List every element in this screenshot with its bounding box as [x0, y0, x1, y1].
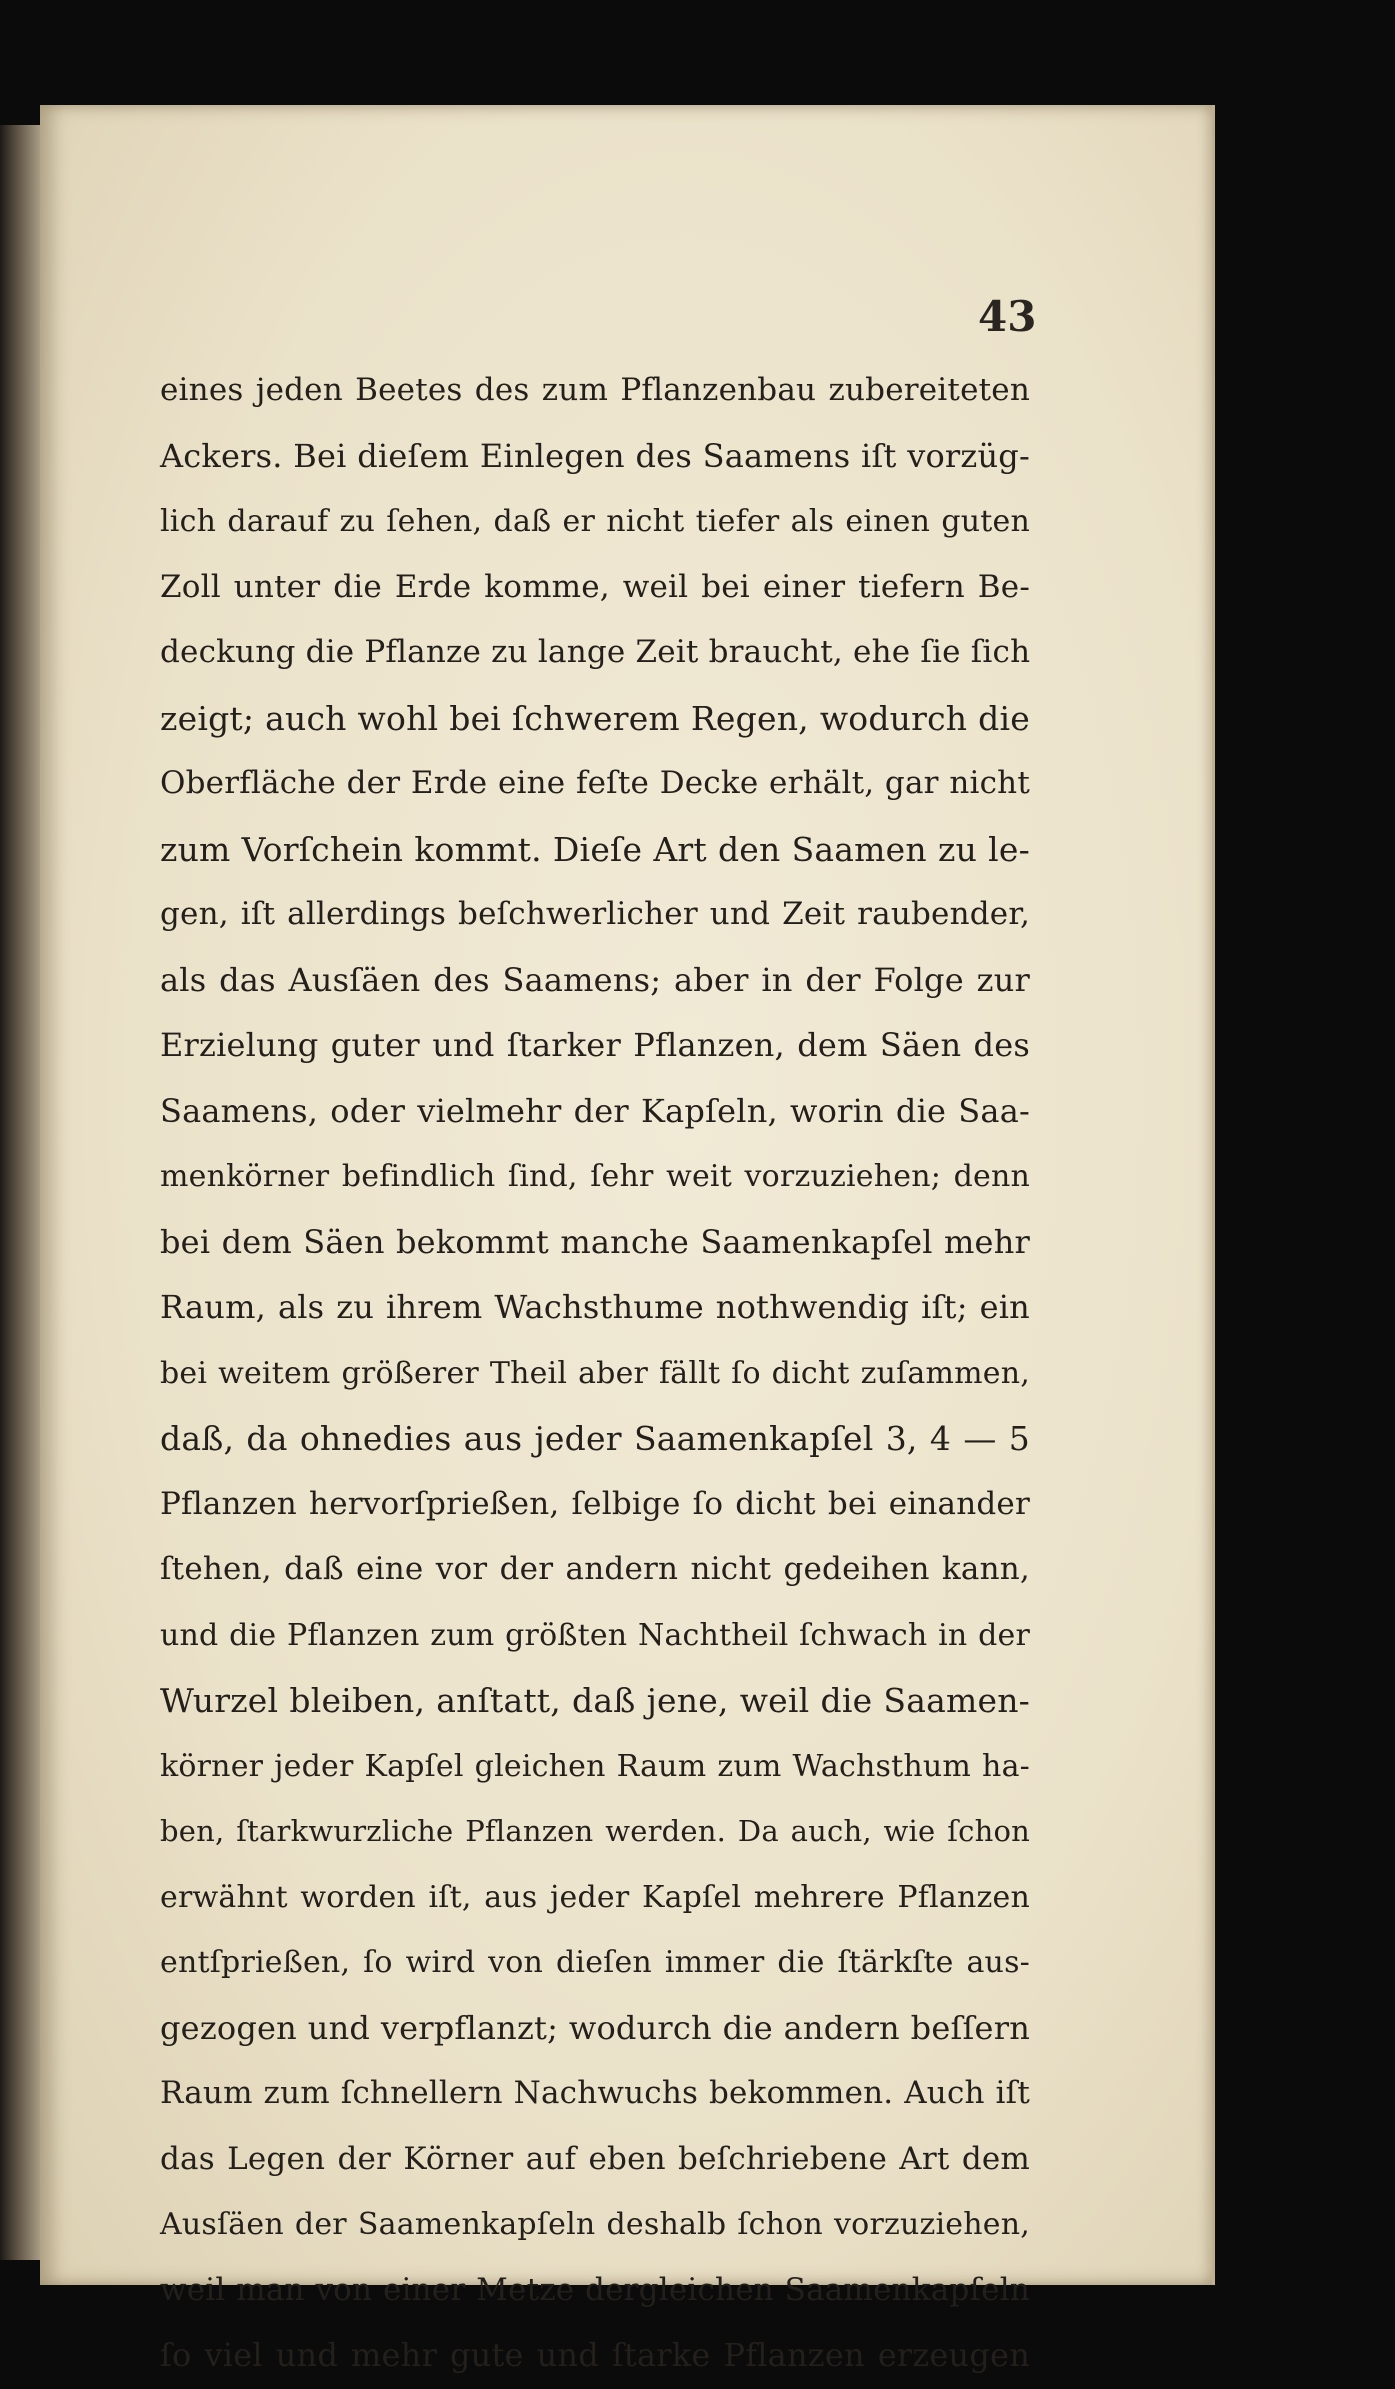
- text-line: daß, da ohnedies aus jeder Saamenkapſel 3, 4 — 5: [160, 1419, 1030, 1458]
- text-line: zum Vorſchein kommt. Dieſe Art den Saamen zu le-: [160, 829, 1030, 869]
- text-line: als das Ausſäen des Saamens; aber in der Folge zur: [160, 960, 1030, 999]
- text-line: entſprießen, ſo wird von dieſen immer die ſtärkſte aus-: [160, 1945, 1030, 1980]
- text-line: weil man von einer Metze dergleichen Saamenkapſeln: [160, 2271, 1030, 2308]
- text-line: Ackers. Bei dieſem Einlegen des Saamens iſt vorzüg-: [160, 436, 1030, 475]
- text-line: menkörner befindlich ſind, ſehr weit vorzuziehen; denn: [160, 1159, 1030, 1194]
- text-line: bei dem Säen bekommt manche Saamenkapſel mehr: [160, 1222, 1030, 1261]
- text-line: lich darauf zu ſehen, daß er nicht tiefer als einen guten: [160, 504, 1030, 539]
- text-line: Ausſäen der Saamenkapſeln deshalb ſchon vorzuziehen,: [160, 2207, 1030, 2242]
- text-line: das Legen der Körner auf eben beſchriebene Art dem: [160, 2140, 1030, 2177]
- text-line: gen, iſt allerdings beſchwerlicher und Zeit raubender,: [160, 896, 1030, 932]
- text-line: körner jeder Kapſel gleichen Raum zum Wachsthum ha-: [160, 1748, 1030, 1784]
- text-line: deckung die Pflanze zu lange Zeit braucht, ehe ſie ſich: [160, 634, 1031, 670]
- text-line: und die Pflanzen zum größten Nachtheil ſchwach in der: [160, 1617, 1030, 1653]
- body-text: [160, 358, 1030, 2389]
- text-line: Zoll unter die Erde komme, weil bei einer tiefern Be-: [160, 568, 1030, 605]
- text-line: bei weitem größerer Theil aber fällt ſo dicht zuſammen,: [160, 1355, 1030, 1391]
- text-line: Erzielung guter und ſtarker Pflanzen, dem Säen des: [160, 1026, 1030, 1064]
- text-line: zeigt; auch wohl bei ſchwerem Regen, wodurch die: [160, 698, 1030, 738]
- text-line: gezogen und verpflanzt; wodurch die andern beſſern: [160, 2008, 1030, 2047]
- text-line: Oberfläche der Erde eine feſte Decke erhält, gar nicht: [160, 765, 1030, 801]
- page-number: 43: [978, 292, 1037, 341]
- text-line: ſo viel und mehr gute und ſtarke Pflanzen erzeugen: [160, 2336, 1030, 2374]
- text-line: erwähnt worden iſt, aus jeder Kapſel mehrere Pflanzen: [160, 1879, 1030, 1915]
- text-line: Raum, als zu ihrem Wachsthume nothwendig iſt; ein: [160, 1288, 1030, 1326]
- text-line: ben, ſtarkwurzliche Pflanzen werden. Da auch, wie ſchon: [160, 1814, 1030, 1848]
- text-line: Raum zum ſchnellern Nachwuchs bekommen. Auch iſt: [160, 2075, 1030, 2111]
- text-line: eines jeden Beetes des zum Pflanzenbau zubereiteten: [160, 372, 1030, 408]
- text-line: ſtehen, daß eine vor der andern nicht gedeihen kann,: [160, 1551, 1030, 1587]
- text-line: Pflanzen hervorſprießen, ſelbige ſo dicht bei einander: [160, 1485, 1030, 1522]
- text-line: Saamens, oder vielmehr der Kapſeln, worin die Saa-: [160, 1091, 1030, 1130]
- text-line: Wurzel bleiben, anſtatt, daß jene, weil die Saamen-: [160, 1681, 1030, 1720]
